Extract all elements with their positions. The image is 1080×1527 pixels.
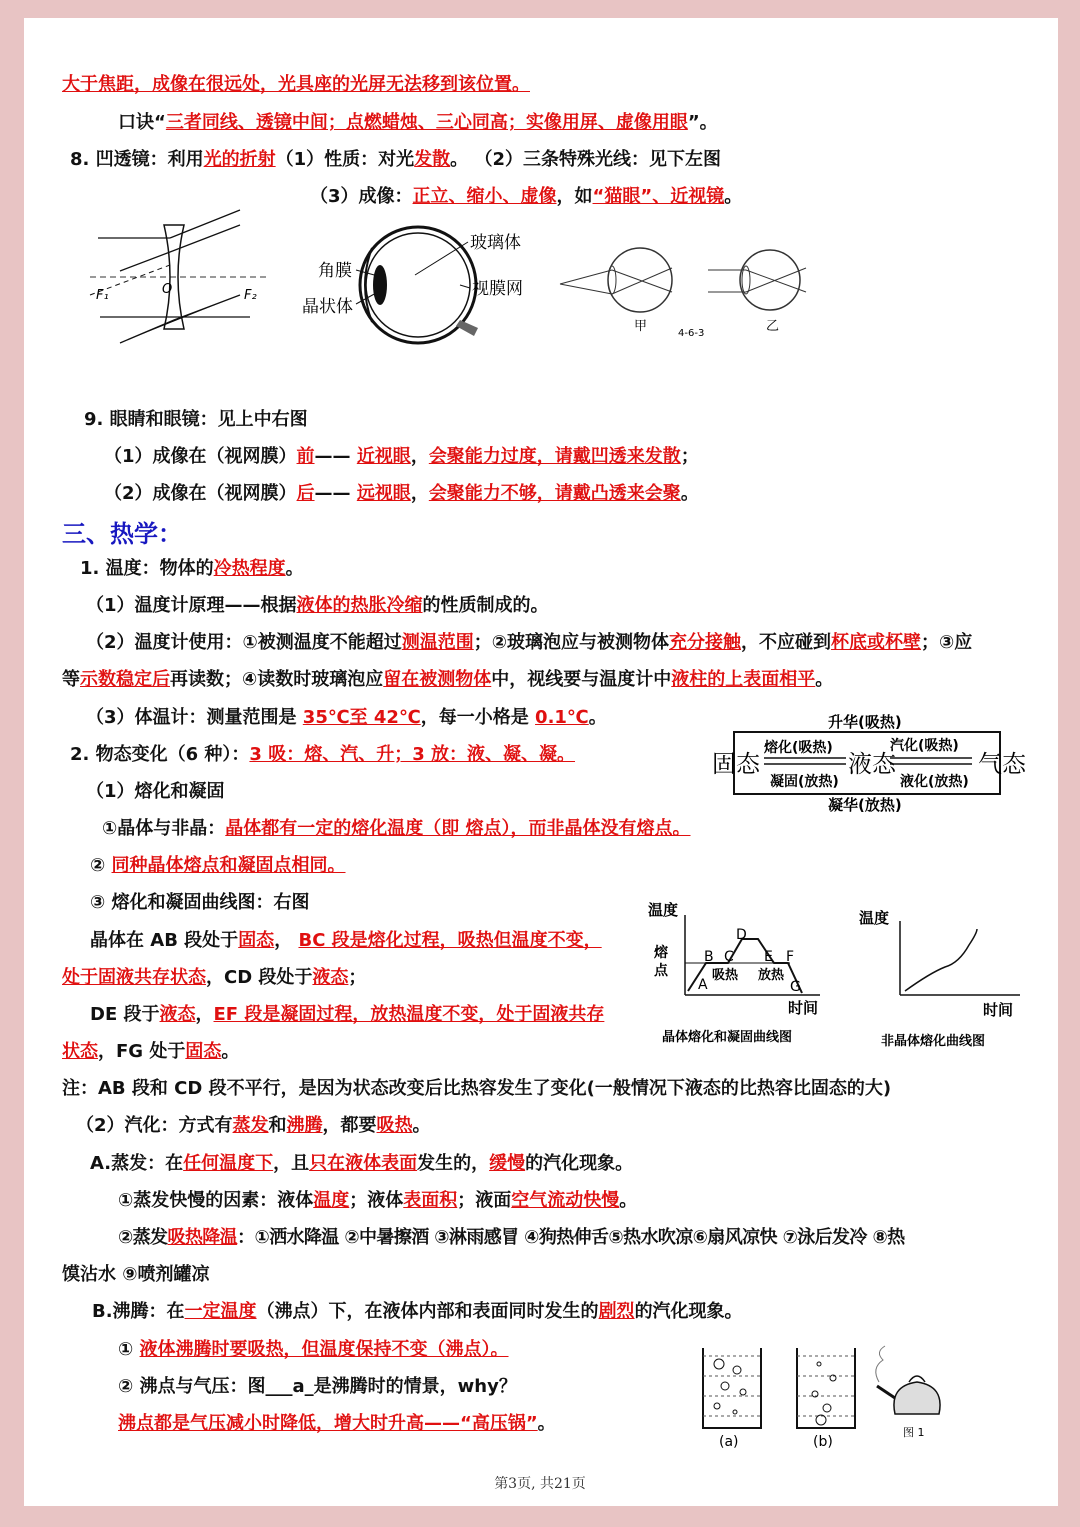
text: 中，视线要与温度计中 [491, 669, 672, 690]
text: ②蒸发 [118, 1227, 168, 1248]
answer-text: 大于焦距，成像在很远处，光具座的光屏无法移到该位置。 [62, 74, 530, 95]
answer-text: 固态 [238, 930, 275, 951]
text-line [62, 1263, 210, 1287]
answer-text: 35℃至 42℃ [302, 707, 421, 728]
text: ， [410, 483, 429, 504]
text-line [90, 1152, 633, 1176]
text: ，都要 [322, 1115, 377, 1136]
text-line [62, 1040, 239, 1064]
answer-text: 光的折射 [203, 149, 276, 170]
melting-point-label-1: 熔 [654, 945, 668, 961]
amorphous-caption: 非晶体熔化曲线图 [881, 1034, 986, 1049]
f1-label: F₁ [96, 288, 109, 303]
answer-text: 留在被测物体 [383, 669, 492, 690]
retina-label: 视膜网 [472, 279, 523, 299]
text: 等 [62, 669, 80, 690]
text: 的汽化现象。 [634, 1301, 743, 1322]
answer-text: 剧烈 [598, 1301, 635, 1322]
text: 。 [537, 1413, 556, 1434]
freezing-label: 凝固(放热) [770, 774, 839, 790]
point-c: C [724, 949, 734, 965]
figure-1-label: 图 1 [903, 1426, 925, 1439]
boiling-beakers-diagram [695, 1342, 965, 1452]
text: ， [274, 930, 299, 951]
point-e: E [764, 949, 773, 965]
text: 的性质制成的。 [422, 595, 549, 616]
point-g: G [790, 979, 801, 995]
text-line [90, 1003, 604, 1027]
answer-text: 沸点都是气压减小时降低，增大时升高——“高压锅” [118, 1413, 538, 1434]
section-heading-thermal: 三、热学： [62, 520, 182, 548]
text: 的汽化现象。 [525, 1153, 634, 1174]
answer-text: 会聚能力过度，请戴凹透来发散 [428, 446, 681, 467]
answer-text: 任何温度下 [183, 1153, 274, 1174]
crystalline-lens-label: 晶状体 [302, 297, 353, 317]
solid-label: 固态 [712, 750, 760, 778]
text: （3）体温计：测量范围是 [86, 707, 303, 728]
text: ；③应 [921, 632, 973, 653]
beaker-a-label: (a) [719, 1434, 739, 1450]
text: ，且 [273, 1153, 310, 1174]
answer-text: 示数稳定后 [80, 669, 170, 690]
text: ， [410, 446, 429, 467]
answer-text: 充分接触 [669, 632, 742, 653]
text: ，FG 处于 [98, 1041, 186, 1062]
answer-text: 缓慢 [489, 1153, 526, 1174]
sublimation-label: 升华(吸热) [828, 713, 902, 731]
text: A.蒸发：在 [90, 1153, 184, 1174]
text-line [86, 706, 607, 730]
answer-text: EF 段是凝固过程，放热温度不变，处于固液共存 [213, 1004, 605, 1025]
text: 。 （2）三条特殊光线：见下左图 [450, 149, 721, 170]
cornea-label: 角膜 [318, 261, 352, 281]
text: （1）成像在（视网膜） [104, 446, 297, 467]
text: ：①洒水降温 ②中暑擦酒 ③淋雨感冒 ④狗热伸舌⑤热水吹凉⑥扇风凉快 ⑦泳后发冷 ⑧热 [237, 1227, 905, 1248]
answer-text: 晶体都有一定的熔化温度（即 熔点），而非晶体没有熔点。 [225, 818, 691, 839]
hyperopia-label: 乙 [766, 319, 780, 334]
text: 。 [412, 1115, 431, 1136]
answer-text: 空气流动快慢 [511, 1190, 620, 1211]
text: ；液体 [349, 1190, 404, 1211]
answer-text: “猫眼”、近视镜 [592, 186, 725, 207]
melting-label: 熔化(吸热) [764, 740, 833, 756]
text-line [118, 1338, 509, 1362]
point-a: A [698, 977, 708, 993]
text-line [90, 891, 310, 915]
text-line [86, 631, 972, 655]
answer-text: 三者同线、透镜中间；点燃蜡烛、三心同高；实像用屏、虚像用眼 [165, 112, 688, 133]
text: DE 段于 [90, 1004, 160, 1025]
f2-label: F₂ [244, 288, 257, 303]
text-line [118, 111, 718, 135]
eye-diagram [300, 220, 530, 355]
text-line [62, 966, 366, 990]
melting-point-label-2: 点 [654, 963, 668, 979]
text: ，每一小格是 [420, 707, 536, 728]
text: ，CD 段处于 [206, 967, 313, 988]
text: （1）熔化和凝固 [86, 781, 225, 802]
absorb-heat-label: 吸热 [712, 968, 739, 983]
text: （1）温度计原理——根据 [86, 595, 297, 616]
vitreous-label: 玻璃体 [470, 233, 521, 253]
text: 9. 眼睛和眼镜：见上中右图 [84, 409, 308, 430]
answer-text: 远视眼 [356, 483, 411, 504]
point-f: F [786, 949, 795, 965]
answer-text: 同种晶体熔点和凝固点相同。 [111, 855, 346, 876]
text: 口诀“ [118, 112, 166, 133]
text: 。 [285, 558, 304, 579]
answer-text: 3 吸：熔、汽、升；3 放：液、凝、凝。 [249, 744, 576, 765]
text: （沸点）下，在液体内部和表面同时发生的 [256, 1301, 599, 1322]
text-line [70, 743, 575, 767]
text-line [118, 1226, 905, 1250]
concave-lens-diagram [90, 205, 275, 350]
answer-text: 液体的热胀冷缩 [296, 595, 423, 616]
text: 注：AB 段和 CD 段不平行，是因为状态改变后比热容发生了变化(一般情况下液态的比热容比固态的大) [62, 1078, 892, 1099]
temp-axis-label: 温度 [648, 901, 679, 919]
answer-text: 温度 [313, 1190, 350, 1211]
text: （2）成像在（视网膜） [104, 483, 297, 504]
text: 。 [588, 707, 607, 728]
time-axis-label: 时间 [788, 999, 819, 1017]
deposition-label: 凝华(放热) [828, 796, 902, 814]
text: （3）成像： [310, 186, 413, 207]
text: 。 [815, 669, 834, 690]
text: ③ 熔化和凝固曲线图：右图 [90, 892, 310, 913]
text: （2）温度计使用：①被测温度不能超过 [86, 632, 402, 653]
text-line [86, 594, 549, 618]
answer-text: 只在液体表面 [309, 1153, 418, 1174]
answer-text: 杯底或杯壁 [831, 632, 922, 653]
text-line [62, 668, 833, 692]
text: 晶体在 AB 段处于 [90, 930, 239, 951]
o-label: O [162, 282, 173, 297]
figure-number: 4-6-3 [678, 328, 705, 339]
text-line [76, 1114, 431, 1138]
text-line [90, 854, 346, 878]
text: 发生的， [417, 1153, 490, 1174]
text: ② [90, 855, 112, 876]
text: ①晶体与非晶： [102, 818, 226, 839]
answer-text: 表面积 [403, 1190, 458, 1211]
text: 和 [268, 1115, 287, 1136]
text: —— [314, 446, 357, 467]
text: ② 沸点与气压：图___a_是沸腾时的情景，why？ [118, 1376, 517, 1397]
temp-axis-label: 温度 [859, 909, 890, 927]
text-line [118, 1375, 517, 1399]
answer-text: 0.1℃ [535, 707, 589, 728]
answer-text: BC 段是熔化过程，吸热但温度不变， [298, 930, 602, 951]
text-line [104, 482, 699, 506]
vision-defect-diagram [560, 232, 820, 342]
answer-text: 会聚能力不够，请戴凸透来会聚 [428, 483, 681, 504]
gas-label: 气态 [978, 750, 1026, 778]
answer-text: 液态 [159, 1004, 196, 1025]
time-axis-label: 时间 [983, 1001, 1014, 1019]
text: 馍沾水 ⑨喷剂罐凉 [62, 1264, 210, 1285]
text: ；液面 [457, 1190, 512, 1211]
text: ①蒸发快慢的因素：液体 [118, 1190, 314, 1211]
answer-text: 吸热 [376, 1115, 413, 1136]
page-footer: 第3页, 共21页 [494, 1476, 586, 1492]
answer-text: 液体沸腾时要吸热，但温度保持不变（沸点）。 [139, 1339, 509, 1360]
text: 再读数；④读数时玻璃泡应 [170, 669, 384, 690]
text: 。 [221, 1041, 240, 1062]
text-line [70, 148, 721, 172]
liquid-label: 液态 [848, 750, 896, 778]
answer-text: 近视眼 [356, 446, 411, 467]
answer-text: 一定温度 [184, 1301, 257, 1322]
text: 8. 凹透镜：利用 [70, 149, 204, 170]
release-heat-label: 放热 [758, 968, 785, 983]
crystal-caption: 晶体熔化和凝固曲线图 [662, 1030, 793, 1045]
text-line [118, 1412, 556, 1436]
text: ； [348, 967, 367, 988]
text: ，不应碰到 [741, 632, 832, 653]
text: 。 [619, 1190, 638, 1211]
answer-text: 发散 [414, 149, 451, 170]
point-b: B [704, 949, 714, 965]
text: （2）汽化：方式有 [76, 1115, 233, 1136]
text: 1. 温度：物体的 [80, 558, 214, 579]
answer-text: 蒸发 [232, 1115, 269, 1136]
text-line [92, 1300, 743, 1324]
amorphous-melting-curve [855, 905, 1040, 1050]
text: （1）性质：对光 [275, 149, 415, 170]
text: —— [314, 483, 357, 504]
text: ；②玻璃泡应与被测物体 [473, 632, 670, 653]
text: ； [680, 446, 699, 467]
text: B.沸腾：在 [92, 1301, 185, 1322]
text: ， [195, 1004, 214, 1025]
answer-text: 沸腾 [286, 1115, 323, 1136]
text-line [102, 817, 691, 841]
answer-text: 前 [296, 446, 315, 467]
text: 。 [680, 483, 699, 504]
answer-text: 后 [296, 483, 315, 504]
text: 2. 物态变化（6 种）： [70, 744, 250, 765]
phase-change-diagram [710, 710, 1030, 820]
text-line [62, 73, 530, 97]
vaporization-label: 汽化(吸热) [890, 738, 959, 754]
text: ① [118, 1339, 140, 1360]
text-line [104, 445, 699, 469]
text-line [118, 1189, 637, 1213]
answer-text: 液柱的上表面相平 [671, 669, 816, 690]
answer-text: 处于固液共存状态 [62, 967, 206, 988]
myopia-label: 甲 [634, 319, 648, 334]
text-line [86, 780, 225, 804]
crystal-melting-curve [640, 895, 840, 1050]
text: 。 [724, 186, 743, 207]
text: ”。 [687, 112, 718, 133]
answer-text: 状态 [62, 1041, 98, 1062]
beaker-b-label: (b) [813, 1434, 833, 1450]
answer-text: 冷热程度 [213, 558, 286, 579]
answer-text: 吸热降温 [167, 1227, 238, 1248]
text: ，如 [556, 186, 593, 207]
point-d: D [736, 927, 747, 943]
answer-text: 测温范围 [401, 632, 474, 653]
text-line [62, 1077, 891, 1101]
text-line [80, 557, 304, 581]
text-line [90, 929, 602, 953]
text-line [84, 408, 308, 432]
text-line [310, 185, 742, 209]
liquefaction-label: 液化(放热) [900, 774, 969, 790]
answer-text: 液态 [312, 967, 349, 988]
answer-text: 正立、缩小、虚像 [412, 186, 557, 207]
answer-text: 固态 [185, 1041, 222, 1062]
